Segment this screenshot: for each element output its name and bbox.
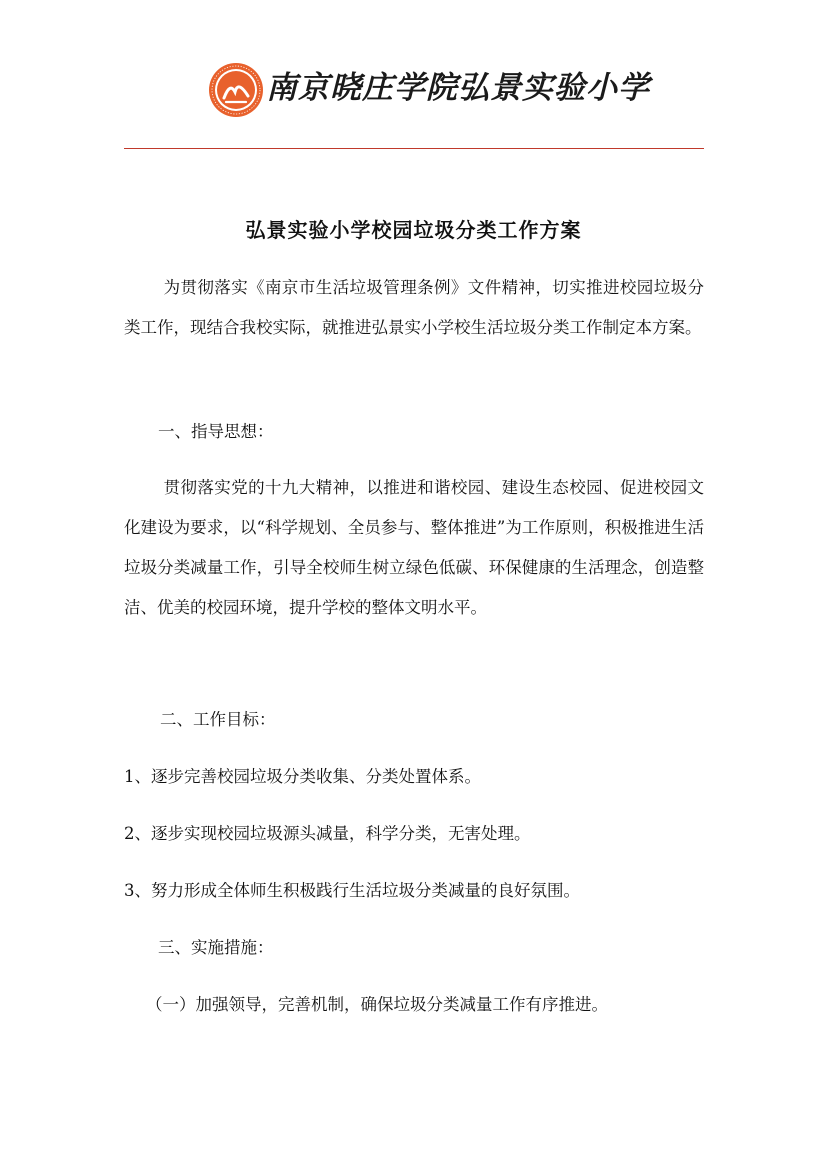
measure-item-1: （一）加强领导，完善机制，确保垃圾分类减量工作有序推进。 — [146, 995, 608, 1014]
section-heading-measures: 三、实施措施： — [158, 938, 274, 957]
section-heading-work-goals: 二、工作目标： — [160, 710, 276, 729]
header-divider — [124, 148, 704, 149]
document-title: 弘景实验小学校园垃圾分类工作方案 — [245, 218, 582, 242]
goal-item-3: 3、努力形成全体师生积极践行生活垃圾分类减量的良好氛围。 — [124, 881, 580, 900]
section-heading-guiding-ideology: 一、指导思想： — [158, 422, 274, 441]
school-name: 南京晓庄学院弘景实验小学 — [266, 70, 650, 106]
guiding-ideology-paragraph: 贯彻落实党的十九大精神，以推进和谐校园、建设生态校园、促进校园文化建设为要求，以“科学规划、全员参与、整体推进”为工作原则，积极推进生活垃圾分类减量工作，引导全校师生树立绿色低碳、环保健康的生活理念，创造整洁、优美的校园环境，提升学校的整体文明水平。 — [124, 478, 704, 617]
goal-item-2: 2、逐步实现校园垃圾源头减量，科学分类，无害处理。 — [124, 824, 531, 843]
intro-paragraph: 为贯彻落实《南京市生活垃圾管理条例》文件精神，切实推进校园垃圾分类工作，现结合我校实际，就推进弘景实小学校生活垃圾分类工作制定本方案。 — [124, 278, 704, 337]
goal-item-1: 1、逐步完善校园垃圾分类收集、分类处置体系。 — [124, 767, 481, 786]
letterhead — [0, 60, 827, 124]
school-logo — [208, 62, 264, 118]
